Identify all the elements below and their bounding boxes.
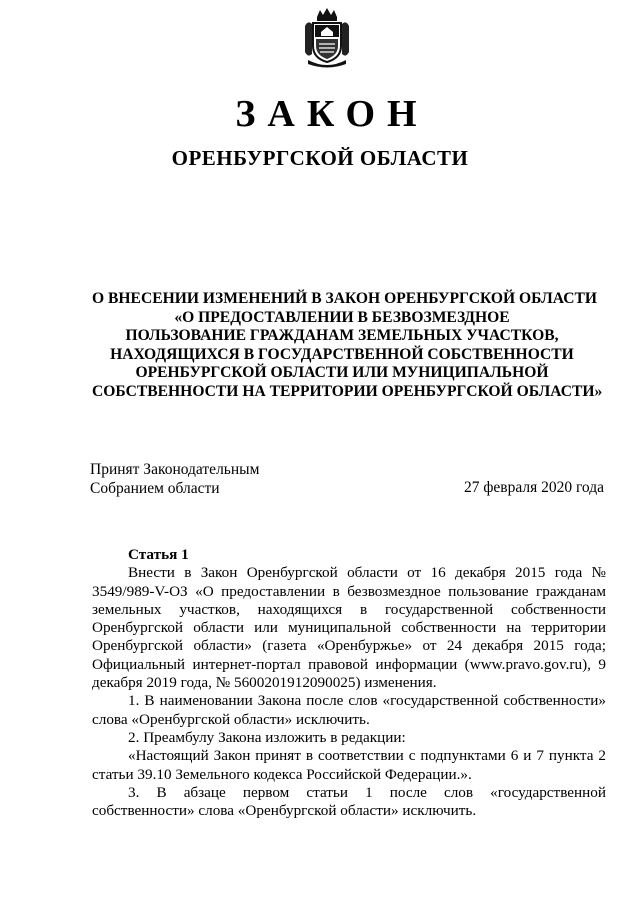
coat-of-arms-emblem-icon (302, 8, 352, 68)
article-paragraph: Внести в Закон Оренбургской области от 16 декабря 2015 года № 3549/989-V-ОЗ «О предоставлении в безвозмездное пользование гражданам земельных участков, находящихся в государственной собственности Оренбургской области или муниципальной собственности на территории Оренбургской области» (газета «Оренбуржье» от 24 декабря 2015 года; Официальный интернет-портал правовой информации (www.pravo.gov.ru), 9 декабря 2019 года, № 5600201912090025) изменения. (92, 564, 606, 692)
law-title-line: О ВНЕСЕНИИ ИЗМЕНЕНИЙ В ЗАКОН ОРЕНБУРГСКОЙ ОБЛАСТИ (92, 290, 597, 307)
law-title-line: «О ПРЕДОСТАВЛЕНИИ В БЕЗВОЗМЕЗДНОЕ (174, 308, 510, 326)
article-title: Статья 1 (128, 546, 189, 563)
adoption-line: Принят Законодательным (90, 461, 260, 478)
law-title-line: ПОЛЬЗОВАНИЕ ГРАЖДАНАМ ЗЕМЕЛЬНЫХ УЧАСТКОВ, (125, 327, 559, 344)
law-title-line: СОБСТВЕННОСТИ НА ТЕРРИТОРИИ ОРЕНБУРГСКОЙ ОБЛАСТИ» (92, 382, 603, 400)
article-paragraph: 3. В абзаце первом статьи 1 после слов «государственной собственности» слова «Оренбургской области» исключить. (92, 783, 606, 820)
article-body (92, 546, 606, 820)
law-title-line: НАХОДЯЩИХСЯ В ГОСУДАРСТВЕННОЙ СОБСТВЕННОСТИ (110, 345, 574, 363)
article-paragraph: «Настоящий Закон принят в соответствии с подпунктами 6 и 7 пункта 2 статьи 39.10 Земельного кодекса Российской Федерации.». (92, 747, 606, 783)
law-title-line: ОРЕНБУРГСКОЙ ОБЛАСТИ ИЛИ МУНИЦИПАЛЬНОЙ (135, 364, 549, 381)
article-paragraph: 2. Преамбулу Закона изложить в редакции: (128, 728, 406, 746)
document-type-heading: ЗАКОН (235, 93, 429, 135)
law-title (92, 290, 603, 401)
adoption-note (90, 460, 259, 498)
adoption-line: Собранием области (90, 480, 220, 497)
adoption-date: 27 февраля 2020 года (463, 479, 604, 496)
article-paragraph: 1. В наименовании Закона после слов «государственной собственности» слова «Оренбургской области» исключить. (92, 692, 606, 728)
region-heading: ОРЕНБУРГСКОЙ ОБЛАСТИ (171, 146, 469, 170)
